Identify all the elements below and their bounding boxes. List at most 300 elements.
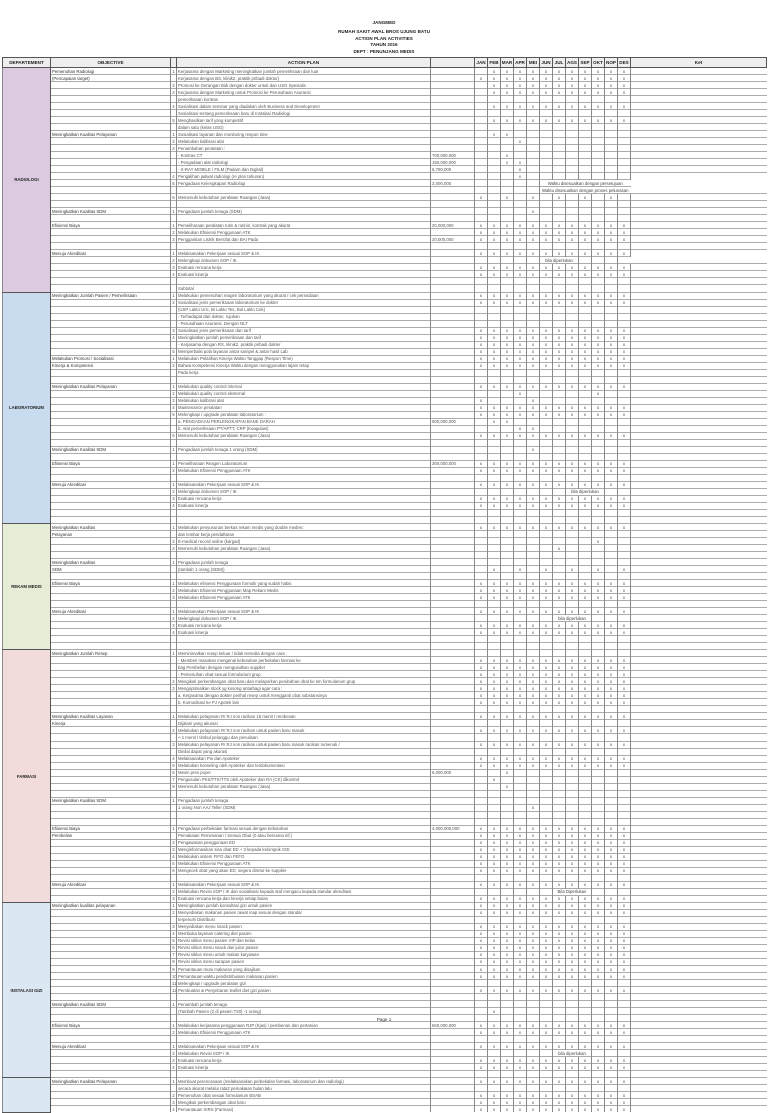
number-cell: 1 [172, 650, 175, 656]
table-row [3, 636, 767, 643]
action-plan-cell [177, 215, 431, 222]
schedule-mark: x [488, 923, 501, 930]
table-row [3, 1078, 767, 1085]
schedule-mark: x [618, 608, 631, 615]
schedule-mark [553, 306, 566, 313]
schedule-mark: x [514, 951, 527, 958]
schedule-mark [475, 418, 488, 425]
schedule-mark: x [553, 937, 566, 944]
action-plan-cell: - Terhadapat dari dokter, rujukan [177, 313, 431, 320]
schedule-mark [475, 453, 488, 460]
schedule-mark [579, 306, 592, 313]
schedule-mark [618, 208, 631, 215]
action-plan-cell: Dijalani yang akurasi [177, 720, 431, 727]
schedule-mark [566, 650, 579, 657]
schedule-mark: x [514, 89, 527, 96]
col-nop: NOP [605, 58, 618, 68]
schedule-mark: x [475, 923, 488, 930]
col-budget [431, 58, 475, 68]
table-row [3, 566, 767, 573]
schedule-mark: x [605, 762, 618, 769]
objective-cell [51, 538, 171, 545]
objective-cell [51, 1099, 171, 1106]
remark-cell [631, 369, 767, 376]
schedule-mark: x [579, 846, 592, 853]
schedule-mark: x [579, 82, 592, 89]
schedule-mark: x [514, 692, 527, 699]
schedule-mark: x [605, 973, 618, 980]
schedule-mark [475, 103, 488, 110]
objective-cell [51, 1050, 171, 1057]
schedule-mark [618, 643, 631, 650]
schedule-mark [618, 888, 631, 895]
schedule-mark: x [618, 587, 631, 594]
schedule-mark: x [527, 362, 540, 369]
table-row [3, 853, 767, 860]
schedule-mark: x [566, 299, 579, 306]
objective-cell [51, 1085, 171, 1092]
budget-cell [431, 117, 475, 124]
schedule-mark: x [579, 236, 592, 243]
number-cell: 2 [172, 1029, 175, 1035]
schedule-mark: x [527, 236, 540, 243]
schedule-mark [592, 1008, 605, 1015]
schedule-mark [605, 278, 618, 285]
schedule-mark [501, 1085, 514, 1092]
schedule-mark: x [592, 1078, 605, 1085]
action-plan-cell: b. Komunikasi ke PJ Apotek lain [177, 699, 431, 706]
schedule-mark: x [475, 271, 488, 278]
objective-cell [51, 159, 171, 166]
action-plan-cell: E-medical record online (kargad) [177, 538, 431, 545]
budget-cell [431, 285, 475, 292]
schedule-mark [592, 797, 605, 804]
schedule-mark: x [488, 944, 501, 951]
schedule-mark: x [488, 341, 501, 348]
number-cell: 1 [172, 250, 175, 256]
number-cell: 2 [172, 468, 175, 474]
schedule-mark [501, 706, 514, 713]
schedule-mark: x [514, 867, 527, 874]
schedule-mark: x [605, 699, 618, 706]
schedule-mark [527, 285, 540, 292]
objective-cell [51, 201, 171, 208]
table-row [3, 1064, 767, 1071]
schedule-mark: x [566, 713, 579, 720]
schedule-mark: x [592, 923, 605, 930]
schedule-mark [553, 376, 566, 383]
schedule-mark [527, 776, 540, 783]
schedule-mark [540, 96, 553, 103]
schedule-mark: x [488, 755, 501, 762]
remark-cell [631, 916, 767, 923]
schedule-mark [488, 1050, 501, 1057]
action-plan-cell: a. PENGADAAN PERLENGKAPAN BANK DARAH [177, 418, 431, 425]
budget-cell [431, 776, 475, 783]
schedule-mark: x [592, 82, 605, 89]
schedule-mark [566, 418, 579, 425]
action-plan-cell: Evaluasi rencana kerja dan kinerja setiap bulan [177, 895, 431, 902]
schedule-mark [579, 783, 592, 790]
table-row [3, 1022, 767, 1029]
schedule-mark [579, 243, 592, 250]
remark-cell [631, 692, 767, 699]
schedule-mark: x [566, 355, 579, 362]
schedule-mark [579, 313, 592, 320]
schedule-mark [514, 545, 527, 552]
schedule-mark: x [553, 292, 566, 299]
schedule-mark [540, 1071, 553, 1078]
schedule-mark: x [566, 271, 579, 278]
schedule-mark [540, 1050, 553, 1057]
budget-cell [431, 692, 475, 699]
remark-cell [631, 299, 767, 306]
schedule-mark: x [501, 502, 514, 509]
schedule-mark: x [514, 657, 527, 664]
schedule-mark: x [488, 467, 501, 474]
schedule-mark: x [488, 699, 501, 706]
budget-cell [431, 425, 475, 432]
objective-cell [51, 89, 171, 96]
schedule-mark: x [592, 629, 605, 636]
schedule-mark [475, 811, 488, 818]
objective-cell [51, 1071, 171, 1078]
schedule-mark [553, 636, 566, 643]
schedule-mark: x [527, 334, 540, 341]
schedule-mark [501, 215, 514, 222]
schedule-mark: x [592, 1106, 605, 1113]
table-row [3, 580, 767, 587]
schedule-mark: x [553, 657, 566, 664]
number-cell: 4 [172, 756, 175, 762]
schedule-mark: x [514, 355, 527, 362]
schedule-mark: x [488, 594, 501, 601]
schedule-mark [514, 601, 527, 608]
schedule-mark [540, 980, 553, 987]
schedule-mark [527, 720, 540, 727]
table-row [3, 250, 767, 257]
schedule-mark: x [618, 692, 631, 699]
schedule-mark [527, 390, 540, 397]
schedule-mark [501, 1071, 514, 1078]
schedule-mark [566, 1001, 579, 1008]
schedule-mark [618, 110, 631, 117]
action-plan-cell: Melakukan pelayanan R/ RJ non racikan untuk pasien baru masuk racikan rumenuk / [177, 741, 431, 748]
schedule-mark: x [540, 271, 553, 278]
schedule-mark: x [566, 1092, 579, 1099]
schedule-mark [592, 1036, 605, 1043]
schedule-mark: x [514, 334, 527, 341]
schedule-mark: x [618, 1078, 631, 1085]
schedule-mark: x [605, 334, 618, 341]
schedule-mark: x [527, 853, 540, 860]
schedule-mark: x [488, 958, 501, 965]
col-apr: APR [514, 58, 527, 68]
schedule-mark: x [514, 166, 527, 173]
schedule-mark: x [488, 973, 501, 980]
schedule-mark: x [527, 1043, 540, 1050]
page-number: Page 1 [376, 1017, 392, 1022]
schedule-mark: x [540, 1029, 553, 1036]
action-plan-cell: Evaluasi rencana kerja [177, 622, 431, 629]
schedule-mark [579, 1036, 592, 1043]
schedule-mark [605, 201, 618, 208]
budget-cell [431, 264, 475, 271]
schedule-mark [618, 980, 631, 987]
schedule-mark: x [618, 481, 631, 488]
remark-cell [631, 671, 767, 678]
table-row [3, 89, 767, 96]
schedule-mark: x [618, 846, 631, 853]
schedule-mark: x [501, 741, 514, 748]
schedule-mark [514, 797, 527, 804]
schedule-mark [540, 769, 553, 776]
action-plan-cell: Melakukan Efisiensi Penggunaan ATK [177, 1029, 431, 1036]
table-row [3, 1085, 767, 1092]
schedule-mark: x [475, 292, 488, 299]
schedule-mark [488, 874, 501, 881]
number-cell: 1 [172, 882, 175, 888]
schedule-mark [540, 706, 553, 713]
schedule-mark: x [540, 692, 553, 699]
budget-cell [431, 404, 475, 411]
schedule-mark: x [592, 909, 605, 916]
schedule-mark: x [540, 250, 553, 257]
budget-cell: 150,000,000 [431, 159, 475, 166]
schedule-mark: x [553, 755, 566, 762]
budget-cell [431, 453, 475, 460]
budget-cell [431, 636, 475, 643]
schedule-mark [579, 201, 592, 208]
schedule-mark [501, 874, 514, 881]
schedule-mark: x [566, 1029, 579, 1036]
table-row [3, 348, 767, 355]
table-row [3, 124, 767, 131]
objective-cell [51, 867, 171, 874]
schedule-mark: x [566, 82, 579, 89]
number-cell: 2 [172, 840, 175, 846]
schedule-mark: x [592, 236, 605, 243]
schedule-mark [566, 818, 579, 825]
schedule-mark [488, 734, 501, 741]
schedule-mark: x [527, 923, 540, 930]
schedule-mark: x [605, 362, 618, 369]
schedule-mark [592, 601, 605, 608]
schedule-mark: x [605, 678, 618, 685]
schedule-mark [579, 636, 592, 643]
schedule-mark [514, 874, 527, 881]
table-row [3, 727, 767, 734]
schedule-mark: x [592, 1092, 605, 1099]
schedule-mark [540, 138, 553, 145]
budget-cell [431, 124, 475, 131]
budget-cell [431, 481, 475, 488]
schedule-mark [514, 980, 527, 987]
schedule-mark [553, 369, 566, 376]
number-cell: 2 [172, 1092, 175, 1098]
schedule-mark [618, 720, 631, 727]
budget-cell [431, 306, 475, 313]
schedule-mark: x [514, 937, 527, 944]
schedule-mark: x [566, 580, 579, 587]
schedule-mark [618, 145, 631, 152]
schedule-mark: x [579, 1099, 592, 1106]
schedule-mark: x [579, 629, 592, 636]
schedule-mark: x [488, 1029, 501, 1036]
schedule-mark: x [618, 341, 631, 348]
schedule-mark [514, 257, 527, 264]
schedule-mark: x [475, 75, 488, 82]
number-cell: 2 [172, 538, 175, 544]
schedule-mark: x [566, 923, 579, 930]
schedule-mark [527, 573, 540, 580]
action-plan-cell: Pemeliharaan peralatan rutin & rutinin, kontrak yang akurat [177, 222, 431, 229]
schedule-mark: x [501, 973, 514, 980]
action-plan-cell [177, 818, 431, 825]
schedule-mark [566, 194, 579, 201]
schedule-mark [527, 166, 540, 173]
schedule-mark: x [501, 713, 514, 720]
action-plan-cell: Mengecek obat yang akan ED, segera diretur ke supplier [177, 867, 431, 874]
budget-cell: 700,000,000 [431, 152, 475, 159]
schedule-mark: x [514, 825, 527, 832]
schedule-mark: x [566, 699, 579, 706]
schedule-mark: x [540, 1099, 553, 1106]
schedule-mark: x [618, 671, 631, 678]
schedule-mark [618, 552, 631, 559]
schedule-mark: x [579, 741, 592, 748]
schedule-mark [605, 1085, 618, 1092]
schedule-mark: x [605, 741, 618, 748]
schedule-mark: x [501, 699, 514, 706]
schedule-mark: x [488, 762, 501, 769]
schedule-mark: x [579, 930, 592, 937]
schedule-mark: x [579, 1043, 592, 1050]
table-row [3, 320, 767, 327]
table-row [3, 222, 767, 229]
schedule-mark [540, 215, 553, 222]
schedule-mark: x [527, 755, 540, 762]
objective-cell [51, 327, 171, 334]
table-row [3, 131, 767, 138]
schedule-mark: x [475, 741, 488, 748]
schedule-mark: x [540, 987, 553, 994]
schedule-mark: x [605, 587, 618, 594]
schedule-mark: x [488, 566, 501, 573]
remark-cell [631, 68, 767, 75]
schedule-mark [501, 1050, 514, 1057]
schedule-mark [527, 538, 540, 545]
table-row [3, 509, 767, 516]
schedule-mark: x [618, 460, 631, 467]
number-cell: 1 [172, 826, 175, 832]
schedule-mark: x [579, 229, 592, 236]
schedule-mark [540, 320, 553, 327]
schedule-mark: x [566, 383, 579, 390]
schedule-mark: x [527, 825, 540, 832]
schedule-mark: x [540, 671, 553, 678]
schedule-mark: x [618, 1092, 631, 1099]
schedule-mark [475, 615, 488, 622]
budget-cell [431, 622, 475, 629]
schedule-mark: x [527, 944, 540, 951]
schedule-mark: x [592, 103, 605, 110]
schedule-mark: x [618, 713, 631, 720]
schedule-mark: x [592, 678, 605, 685]
schedule-mark: x [579, 432, 592, 439]
col-jun: JUN [540, 58, 553, 68]
schedule-mark: x [527, 355, 540, 362]
remark-cell [631, 474, 767, 481]
schedule-mark [540, 720, 553, 727]
schedule-mark: x [592, 966, 605, 973]
number-cell: 1 [172, 559, 175, 565]
schedule-mark [501, 278, 514, 285]
schedule-mark: x [579, 755, 592, 762]
schedule-mark: x [488, 250, 501, 257]
schedule-mark: x [566, 292, 579, 299]
schedule-mark [579, 278, 592, 285]
schedule-mark [605, 474, 618, 481]
schedule-mark [579, 509, 592, 516]
schedule-mark: x [592, 1029, 605, 1036]
schedule-mark: x [514, 250, 527, 257]
schedule-mark: x [618, 762, 631, 769]
objective-cell [51, 973, 171, 980]
schedule-mark [605, 538, 618, 545]
action-plan-cell: Mengoptimalkan stock yg kosong antarbagi agar cara : [177, 685, 431, 692]
schedule-mark [527, 96, 540, 103]
objective-cell [51, 699, 171, 706]
schedule-mark: x [553, 678, 566, 685]
schedule-mark [501, 208, 514, 215]
schedule-mark: x [618, 1106, 631, 1113]
schedule-mark [540, 369, 553, 376]
schedule-mark: x [540, 580, 553, 587]
schedule-mark [514, 783, 527, 790]
schedule-mark: x [488, 355, 501, 362]
schedule-mark [475, 425, 488, 432]
schedule-mark [540, 201, 553, 208]
schedule-mark: x [592, 587, 605, 594]
schedule-mark [501, 1008, 514, 1015]
schedule-mark: x [566, 741, 579, 748]
schedule-mark [540, 748, 553, 755]
schedule-mark: x [514, 236, 527, 243]
schedule-mark: x [605, 68, 618, 75]
objective-cell: Meningkatkan Kualitas SDM [51, 446, 171, 453]
schedule-mark: x [553, 299, 566, 306]
schedule-mark: x [514, 664, 527, 671]
schedule-mark [579, 159, 592, 166]
objective-cell [51, 313, 171, 320]
schedule-mark [540, 545, 553, 552]
schedule-mark: x [553, 362, 566, 369]
schedule-mark: x [579, 411, 592, 418]
schedule-mark: x [488, 292, 501, 299]
schedule-mark [618, 306, 631, 313]
schedule-mark: x [592, 362, 605, 369]
schedule-mark: x [475, 362, 488, 369]
schedule-mark [553, 1036, 566, 1043]
schedule-mark [488, 390, 501, 397]
schedule-mark [475, 376, 488, 383]
schedule-mark: x [553, 1099, 566, 1106]
schedule-mark [592, 215, 605, 222]
schedule-mark [605, 874, 618, 881]
schedule-mark: x [579, 944, 592, 951]
schedule-mark: x [553, 881, 566, 888]
